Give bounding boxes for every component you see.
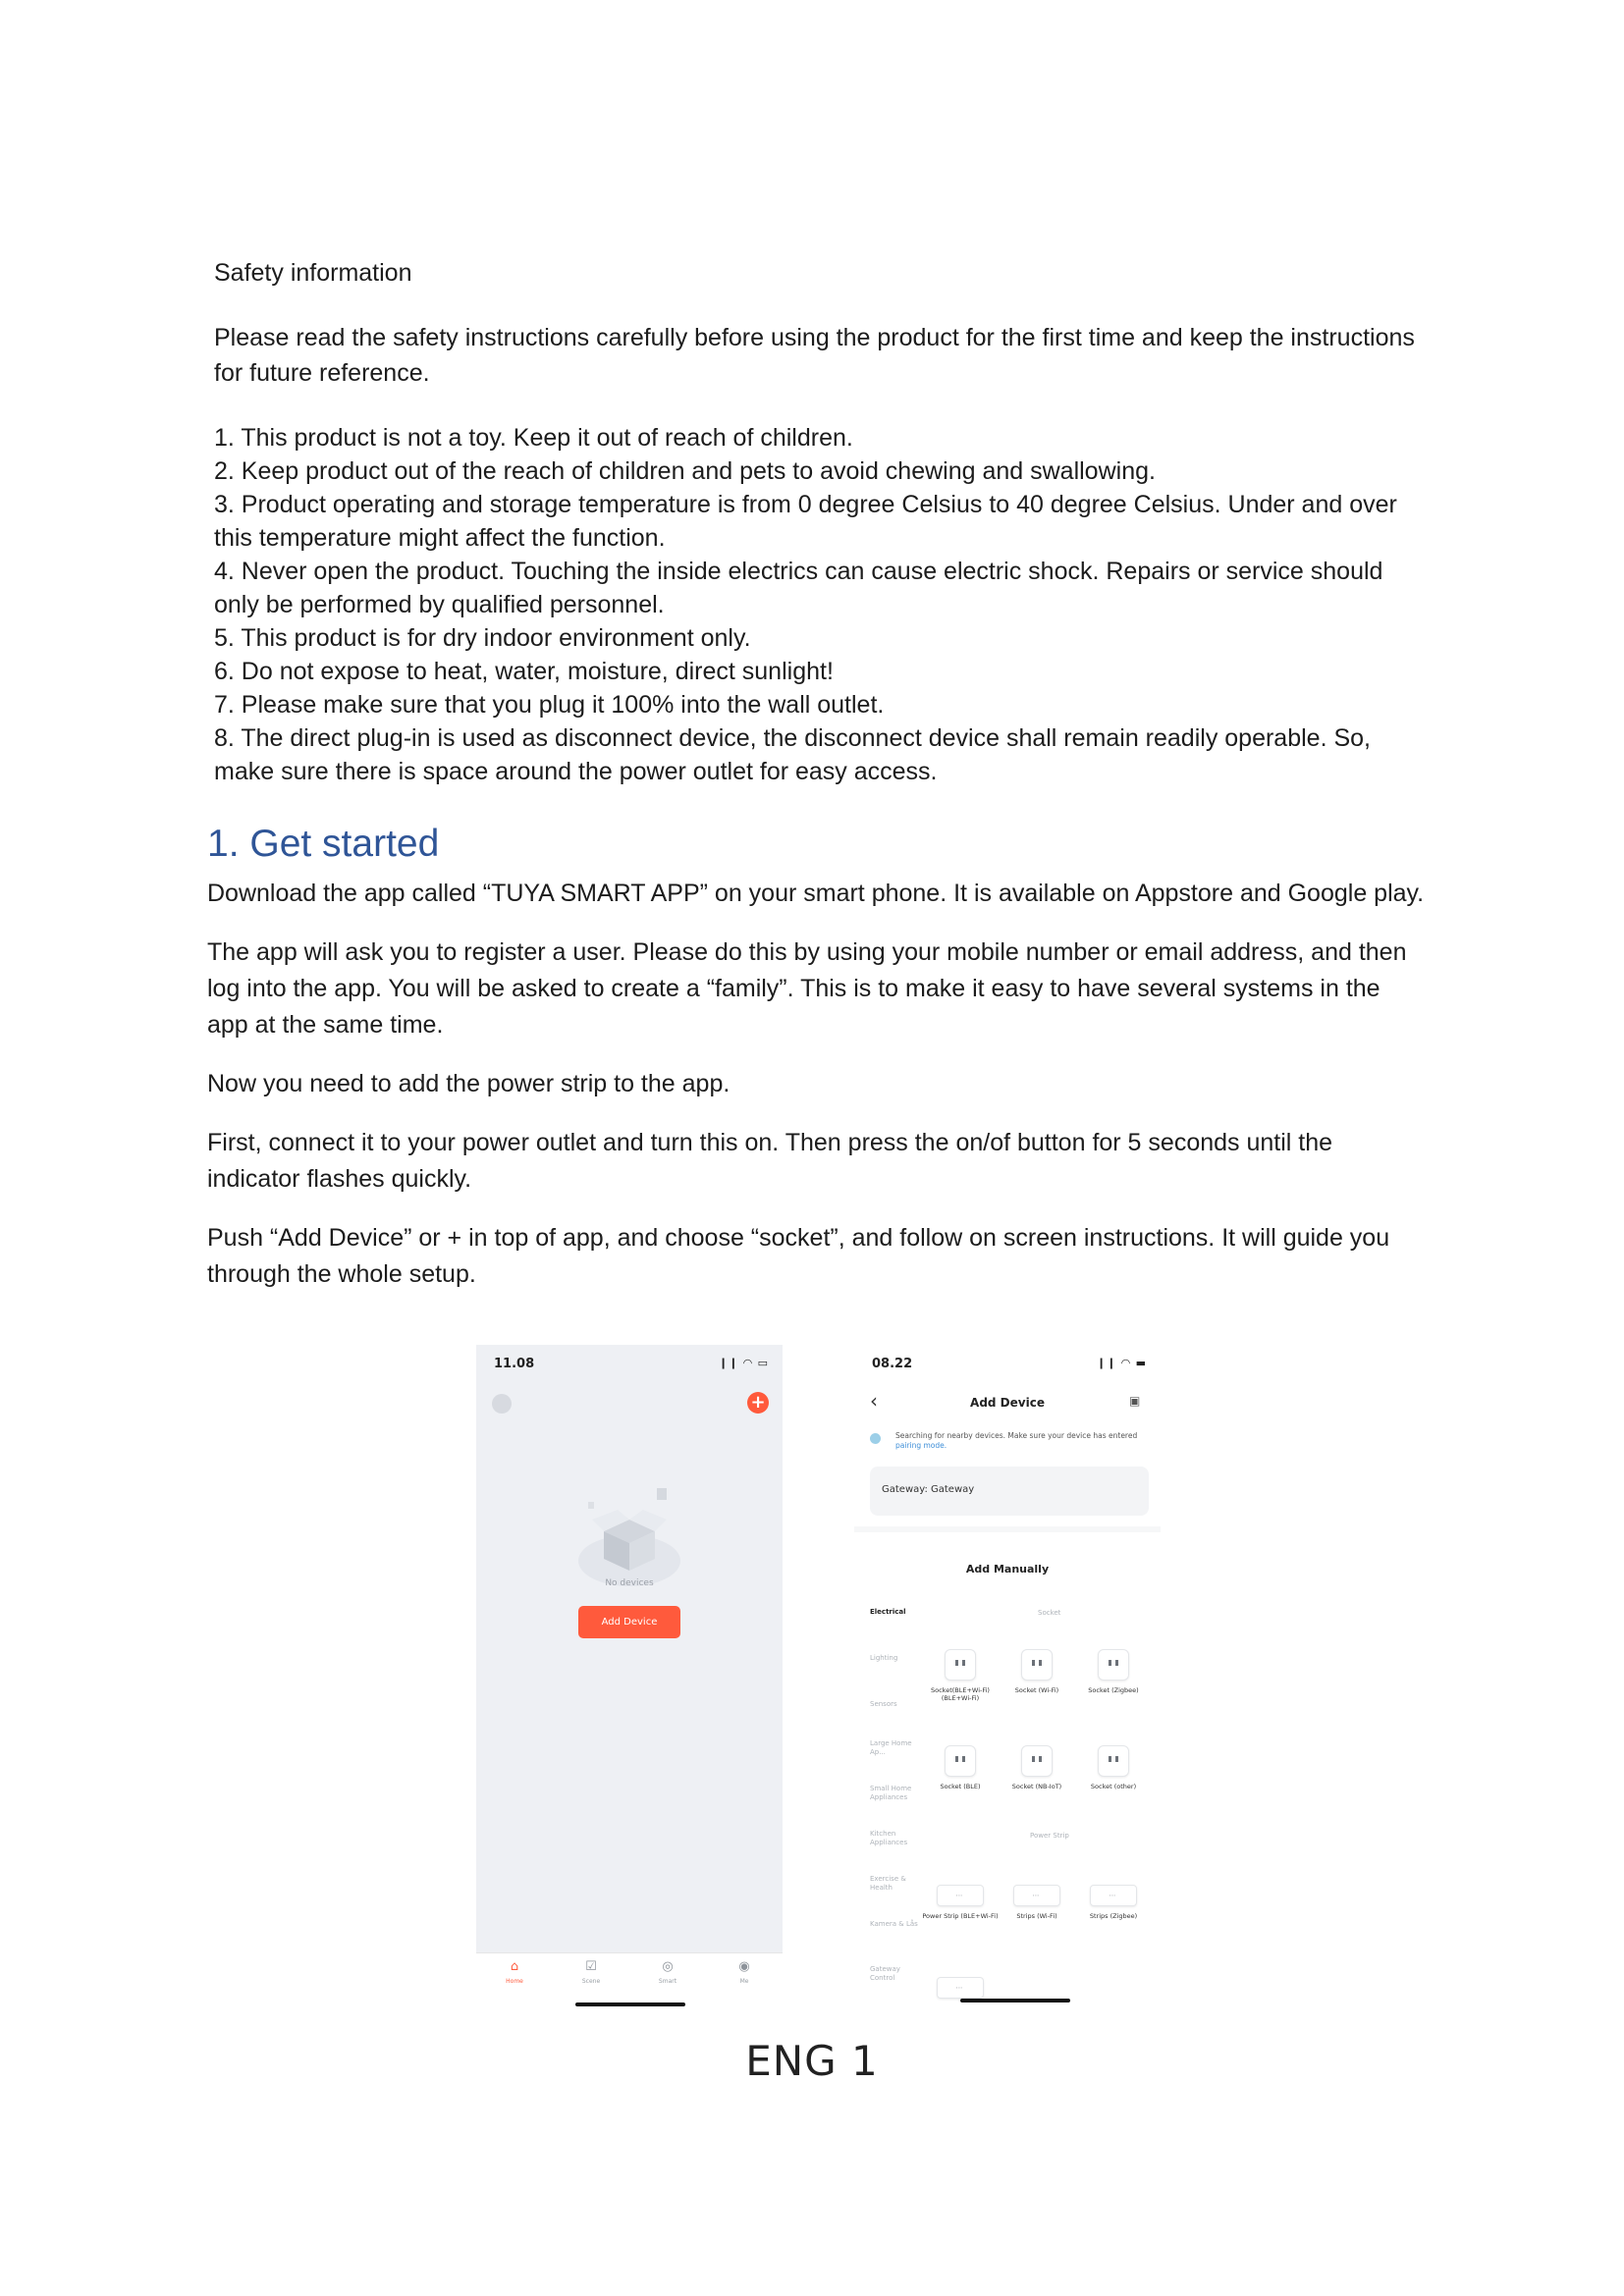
category-sensors[interactable]: Sensors [870,1700,897,1708]
safety-item: 3. Product operating and storage temperature is from 0 degree Celsius to 40 degree Celsius. Under and over this temperature might affect the function. [214,491,1397,552]
tab-scene[interactable]: ☑ Scene [581,1959,601,1985]
category-small-home[interactable]: Small Home Appliances [870,1785,912,1801]
category-camera-lock[interactable]: Kamera & Lås [870,1920,918,1928]
add-manually-heading: Add Manually [965,1563,1050,1575]
add-plus-button[interactable]: + [747,1392,769,1414]
socket-icon [945,1745,976,1777]
paragraph: The app will ask you to register a user. Please do this by using your mobile number or email address, and then log into the app. You will be asked to create a “family”. This is to make it easy to have several systems in the app at the same time. [207,938,1407,1039]
empty-box-icon [574,1480,684,1586]
device-power-strip-ble-wifi[interactable]: ⋯ Power Strip (BLE+Wi-Fi) [921,1885,1000,1920]
socket-icon [1098,1745,1129,1777]
gateway-card[interactable]: Gateway: Gateway [870,1467,1149,1516]
safety-item: 5. This product is for dry indoor environment only. [214,624,751,652]
signal-wifi-battery-icon: ❙❙ ◠ ▭ [719,1357,769,1369]
pairing-mode-link[interactable]: pairing mode. [895,1441,947,1450]
safety-item: 4. Never open the product. Touching the inside electrics can cause electric shock. Repairs or service should only be performed by qualified personnel. [214,558,1383,618]
device-strips-zigbee[interactable]: ⋯ Strips (Zigbee) [1074,1885,1153,1920]
paragraph: Download the app called “TUYA SMART APP” on your smart phone. It is available on Appstore and Google play. [207,880,1425,907]
device-strips-wifi[interactable]: ⋯ Strips (Wi-Fi) [998,1885,1076,1920]
safety-item: 2. Keep product out of the reach of children and pets to avoid chewing and swallowing. [214,457,1156,485]
home-indicator [960,1999,1070,2002]
paragraph: First, connect it to your power outlet and turn this on. Then press the on/of button for 5 seconds until the indicator flashes quickly. [207,1129,1333,1193]
power-strip-icon: ⋯ [937,1977,984,1999]
status-bar [854,1345,1161,1384]
safety-heading: Safety information [214,259,412,287]
phone-screenshot-home [476,1345,783,2002]
section-power-strip: Power Strip [1030,1832,1069,1840]
socket-icon [1021,1649,1053,1681]
status-time: 11.08 [494,1357,535,1371]
section-socket: Socket [1038,1609,1061,1617]
category-electrical[interactable]: Electrical [870,1608,906,1616]
safety-list [214,421,1422,788]
safety-item: 6. Do not expose to heat, water, moisture, direct sunlight! [214,658,834,685]
no-devices-label: No devices [605,1578,654,1588]
safety-item: 8. The direct plug-in is used as disconnect device, the disconnect device shall remain readily operable. So, make sure there is space around the power outlet for easy access. [214,724,1371,785]
back-chevron-icon[interactable]: ‹ [870,1389,878,1413]
screen-title: Add Device [970,1396,1045,1410]
tab-me[interactable]: ◉ Me [715,1959,774,1985]
device-socket-nbiot[interactable]: Socket (NB-IoT) [998,1745,1076,1790]
paragraph: Now you need to add the power strip to the app. [207,1070,731,1097]
category-exercise[interactable]: Exercise & Health [870,1875,906,1892]
category-large-home[interactable]: Large Home Ap... [870,1739,912,1756]
safety-item: 1. This product is not a toy. Keep it out of reach of children. [214,424,853,452]
status-time: 08.22 [872,1357,913,1371]
scan-icon[interactable]: ▣ [1129,1394,1141,1408]
socket-icon [1021,1745,1053,1777]
paragraph: Push “Add Device” or + in top of app, and choose “socket”, and follow on screen instructions. It will guide you through the whole setup. [207,1224,1390,1288]
tab-bar [476,1952,783,2002]
tab-home[interactable]: ⌂ Home [506,1959,523,1985]
device-socket-ble-wifi[interactable]: Socket(BLE+Wi-Fi) (BLE+Wi-Fi) [921,1649,1000,1702]
get-started-body [207,876,1425,1315]
power-strip-icon: ⋯ [1013,1885,1060,1906]
family-icon[interactable] [492,1394,512,1414]
device-socket-zigbee[interactable]: Socket (Zigbee) [1074,1649,1153,1694]
device-socket-other[interactable]: Socket (other) [1074,1745,1153,1790]
searching-icon [870,1433,881,1444]
category-lighting[interactable]: Lighting [870,1654,898,1662]
phone-screenshot-add-device: 08.22 ❙❙ ◠ ▬ ‹ Add Device ▣ Searching for nearby devices. Make sure your device has entered pairing mode. Gateway: Gateway Add Manually Electrical Lighting Sensors Large Home Ap... Small Home Appliances Kitchen Appliances Exercise & Health Kamera & Lås Gateway Control Socket Socket(BLE+Wi-Fi) (BLE+Wi-Fi) Socket (Wi-Fi) Socket (Zigbee) Socket (BLE) Socket (NB-IoT) Socket (other) Power Strip ⋯ Power Strip (BLE+Wi-Fi) ⋯ Strips (Wi-Fi) ⋯ Strips (Zigbee) ⋯ [854,1345,1161,2002]
smart-icon: ◎ [662,1959,674,1974]
safety-item: 7. Please make sure that you plug it 100% into the wall outlet. [214,691,885,719]
home-indicator [575,2002,685,2006]
add-device-button[interactable]: Add Device [578,1606,680,1638]
home-icon: ⌂ [510,1959,519,1974]
page-number: ENG 1 [745,2037,879,2085]
device-socket-ble[interactable]: Socket (BLE) [921,1745,1000,1790]
scene-icon: ☑ [585,1959,597,1974]
signal-wifi-battery-icon: ❙❙ ◠ ▬ [1097,1357,1147,1369]
device-socket-wifi[interactable]: Socket (Wi-Fi) [998,1649,1076,1694]
get-started-heading: 1. Get started [207,823,440,865]
socket-icon [1098,1649,1129,1681]
category-gateway[interactable]: Gateway Control [870,1965,900,1982]
user-icon: ◉ [738,1959,750,1974]
tab-smart[interactable]: ◎ Smart [658,1959,677,1985]
safety-intro: Please read the safety instructions carefully before using the product for the first time and keep the instructions for future reference. [214,324,1415,387]
category-kitchen[interactable]: Kitchen Appliances [870,1830,908,1846]
socket-icon [945,1649,976,1681]
power-strip-icon: ⋯ [937,1885,984,1906]
power-strip-icon: ⋯ [1090,1885,1137,1906]
status-bar [476,1345,783,1384]
divider [854,1526,1161,1532]
